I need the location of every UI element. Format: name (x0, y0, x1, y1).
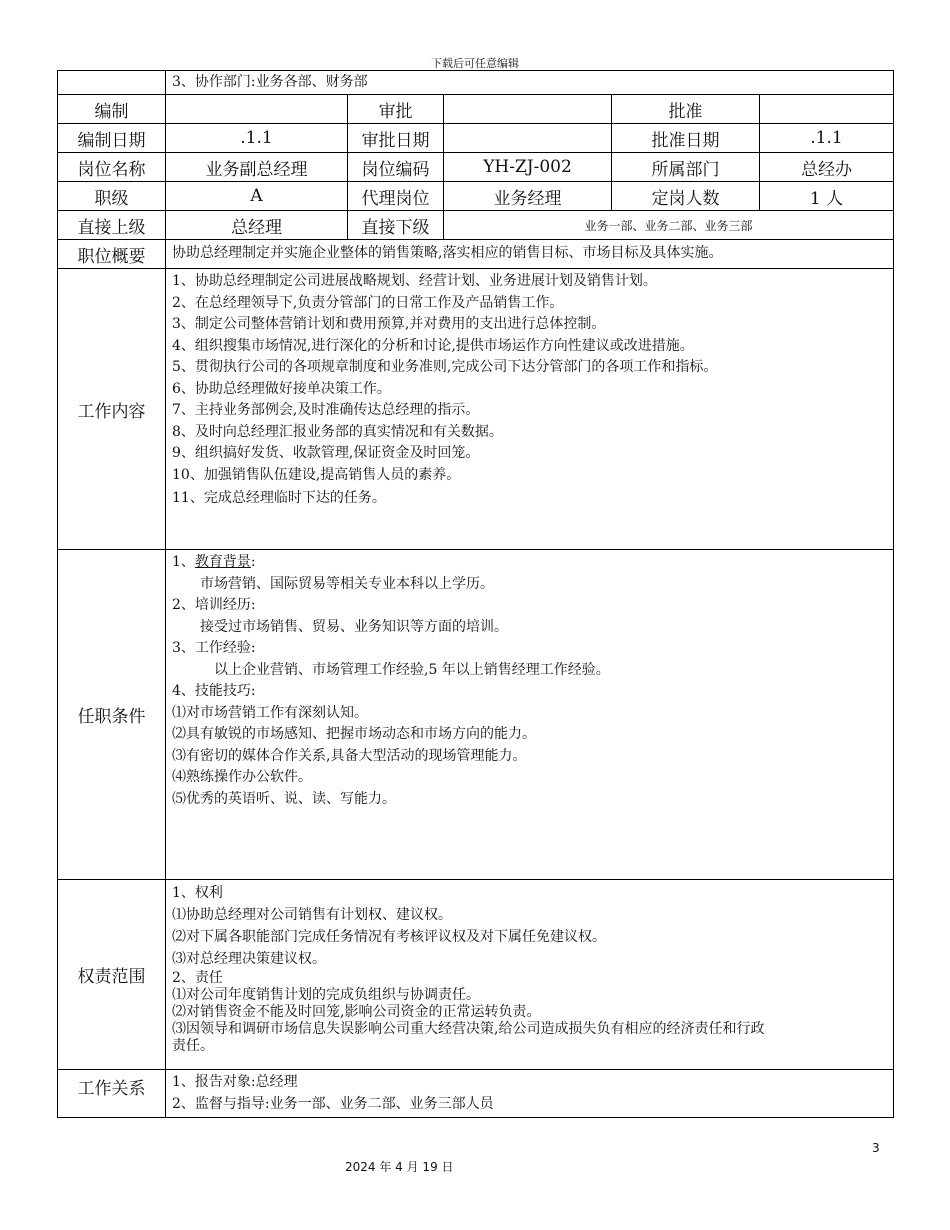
relations-list (166, 1070, 894, 1118)
experience-text: 以上企业营销、市场管理工作经验,5 年以上销售经理工作经验。 (214, 661, 610, 678)
label-approved-date: 批准日期 (612, 124, 760, 153)
value-deputy: 业务经理 (444, 182, 612, 211)
list-item: ⑴对市场营销工作有深刻认知。 (172, 704, 368, 721)
value-reviewed (444, 95, 612, 124)
list-item: 7、主持业务部例会,及时准确传达总经理的指示。 (172, 402, 480, 418)
list-item: ⑵具有敏锐的市场感知、把握市场动态和市场方向的能力。 (172, 726, 536, 742)
summary-row (58, 240, 894, 269)
label-qualifications: 任职条件 (58, 550, 166, 880)
table-row (58, 182, 894, 211)
label-reviewed-date: 审批日期 (348, 124, 444, 153)
footer-date: 2024 年 4 月 19 日 (345, 1160, 454, 1174)
duties-row (58, 269, 894, 550)
label-headcount: 定岗人数 (612, 182, 760, 211)
list-item: 1、报告对象:总经理 (172, 1074, 298, 1090)
value-approved (760, 95, 894, 124)
table-row (58, 153, 894, 182)
label-deputy: 代理岗位 (348, 182, 444, 211)
label-grade: 职级 (58, 182, 166, 211)
label-department: 所属部门 (612, 153, 760, 182)
value-position-name: 业务副总经理 (166, 153, 348, 182)
list-item: 6、协助总经理做好接单决策工作。 (172, 380, 391, 397)
list-item: 8、及时向总经理汇报业务部的真实情况和有关数据。 (172, 423, 503, 440)
page-number: 3 (872, 1141, 880, 1155)
list-item: 1、协助总经理制定公司进展战略规划、经营计划、业务进展计划及销售计划。 (172, 273, 657, 289)
label-prepared: 编制 (58, 95, 166, 124)
label-summary: 职位概要 (58, 240, 166, 269)
rights-title: 1、权利 (172, 885, 223, 901)
label-prepared-date: 编制日期 (58, 124, 166, 153)
value-prepared-date: .1.1 (166, 124, 348, 153)
authority-list (166, 880, 894, 1070)
training-text: 接受过市场销售、贸易、业务知识等方面的培训。 (200, 618, 508, 635)
experience-title: 3、工作经验: (172, 640, 256, 656)
list-item: 2、监督与指导:业务一部、业务二部、业务三部人员 (172, 1095, 494, 1112)
cooperation-depts: 3、协作部门:业务各部、财务部 (166, 71, 894, 95)
list-item: ⑶对总经理决策建议权。 (172, 951, 326, 967)
education-title: 1、教育背景: (172, 554, 256, 570)
education-text: 市场营销、国际贸易等相关专业本科以上学历。 (200, 575, 494, 592)
list-item: ⑶因领导和调研市场信息失误影响公司重大经营决策,给公司造成损失负有相应的经济责任和行政 (172, 1021, 765, 1037)
list-item: 10、加强销售队伍建设,提高销售人员的素养。 (172, 466, 461, 483)
label-authority: 权责范围 (58, 880, 166, 1070)
list-item: 3、制定公司整体营销计划和费用预算,并对费用的支出进行总体控制。 (172, 316, 606, 332)
label-position-code: 岗位编码 (348, 153, 444, 182)
list-item: 2、在总经理领导下,负责分管部门的日常工作及产品销售工作。 (172, 294, 564, 311)
qualifications-row (58, 550, 894, 880)
list-item: 4、组织搜集市场情况,进行深化的分析和讨论,提供市场运作方向性建议或改进措施。 (172, 337, 694, 354)
job-description-table (57, 70, 894, 1118)
value-subordinate: 业务一部、业务二部、业务三部 (444, 211, 894, 240)
value-approved-date: .1.1 (760, 124, 894, 153)
list-item: ⑷熟练操作办公软件。 (172, 769, 312, 785)
header-note: 下载后可任意编辑 (431, 57, 519, 70)
table-row (58, 211, 894, 240)
training-title: 2、培训经历: (172, 597, 256, 613)
list-item: ⑸优秀的英语听、说、读、写能力。 (172, 790, 396, 807)
label-approved: 批准 (612, 95, 760, 124)
list-item: 5、贯彻执行公司的各项规章制度和业务准则,完成公司下达分管部门的各项工作和指标。 (172, 359, 718, 375)
table-row (58, 124, 894, 153)
table-row (58, 95, 894, 124)
list-item: 9、组织搞好发货、收款管理,保证资金及时回笼。 (172, 445, 480, 461)
list-item: ⑴协助总经理对公司销售有计划权、建议权。 (172, 907, 452, 923)
list-item: ⑴对公司年度销售计划的完成负组织与协调责任。 (172, 987, 480, 1003)
value-superior: 总经理 (166, 211, 348, 240)
list-item: ⑵对销售资金不能及时回笼,影响公司资金的正常运转负责。 (172, 1004, 541, 1020)
skills-title: 4、技能技巧: (172, 683, 256, 699)
value-department: 总经办 (760, 153, 894, 182)
value-grade: A (166, 182, 348, 211)
label-duties: 工作内容 (58, 269, 166, 550)
label-subordinate: 直接下级 (348, 211, 444, 240)
qualifications-list (166, 550, 894, 880)
label-reviewed: 审批 (348, 95, 444, 124)
authority-row (58, 880, 894, 1070)
list-item: ⑵对下属各职能部门完成任务情况有考核评议权及对下属任免建议权。 (172, 929, 606, 945)
relations-row (58, 1070, 894, 1118)
value-reviewed-date (444, 124, 612, 153)
value-prepared (166, 95, 348, 124)
label-relations: 工作关系 (58, 1070, 166, 1118)
duties-list (166, 269, 894, 550)
list-item: ⑶有密切的媒体合作关系,具备大型活动的现场管理能力。 (172, 747, 527, 764)
value-position-code: YH-ZJ-002 (444, 153, 612, 182)
label-superior: 直接上级 (58, 211, 166, 240)
value-headcount: 1 人 (760, 182, 894, 211)
responsibility-title: 2、责任 (172, 970, 223, 986)
list-item: 11、完成总经理临时下达的任务。 (172, 490, 386, 506)
label-position-name: 岗位名称 (58, 153, 166, 182)
list-item: 责任。 (172, 1038, 214, 1054)
top-row (58, 71, 894, 95)
summary-text: 协助总经理制定并实施企业整体的销售策略,落实相应的销售目标、市场目标及具体实施。 (166, 240, 894, 269)
